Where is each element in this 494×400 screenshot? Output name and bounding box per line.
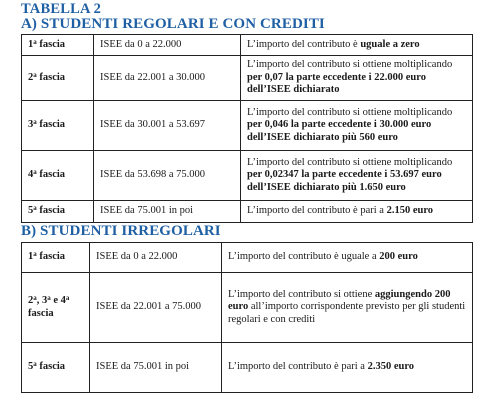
contribution-cell: L’importo del contributo è uguale a zero (241, 35, 473, 56)
table-irregular-students (21, 242, 473, 393)
fascia-cell: 1$^a$ fascia (22, 243, 90, 273)
isee-cell: ISEE da 75.001 in poi (90, 343, 222, 393)
fascia-cell: 2$^a$, 3$^a$ e 4$^a$ fascia (22, 273, 90, 343)
table-title: TABELLA 2 (21, 1, 102, 17)
table-regular-students (21, 34, 473, 223)
fascia-cell: 2$^a$ fascia (22, 56, 94, 101)
isee-cell: ISEE da 30.001 a 53.697 (94, 101, 241, 151)
table-row (22, 56, 473, 101)
table-row (22, 35, 473, 56)
isee-cell: ISEE da 0 a 22.000 (90, 243, 222, 273)
contribution-cell: L’importo del contributo si ottiene moltiplicando per 0,02347 la parte eccedente i 53.697 euro dell’ISEE dichiarato più 1.650 euro (241, 151, 473, 201)
contribution-cell: L’importo del contributo si ottiene moltiplicando per 0,07 la parte eccedente i 22.000 euro dell’ISEE dichiarato (241, 56, 473, 101)
isee-cell: ISEE da 22.001 a 75.000 (90, 273, 222, 343)
section-a-heading: A) STUDENTI REGOLARI E CON CREDITI (21, 16, 325, 32)
section-b-heading: B) STUDENTI IRREGOLARI (21, 223, 221, 239)
contribution-cell: L’importo del contributo è uguale a 200 euro (222, 243, 473, 273)
table-row (22, 243, 473, 273)
contribution-cell: L’importo del contributo è pari a 2.350 euro (222, 343, 473, 393)
isee-cell: ISEE da 75.001 in poi (94, 201, 241, 223)
table-row (22, 343, 473, 393)
isee-cell: ISEE da 53.698 a 75.000 (94, 151, 241, 201)
table-row (22, 101, 473, 151)
contribution-cell: L’importo del contributo è pari a 2.150 euro (241, 201, 473, 223)
fascia-cell: 4$^a$ fascia (22, 151, 94, 201)
fascia-cell: 5$^a$ fascia (22, 343, 90, 393)
table-row (22, 201, 473, 223)
table-row (22, 273, 473, 343)
fascia-cell: 5$^a$ fascia (22, 201, 94, 223)
isee-cell: ISEE da 22.001 a 30.000 (94, 56, 241, 101)
contribution-cell: L’importo del contributo si ottiene moltiplicando per 0,046 la parte eccedente i 30.000 euro dell’ISEE dichiarato più 560 euro (241, 101, 473, 151)
table-row (22, 151, 473, 201)
isee-cell: ISEE da 0 a 22.000 (94, 35, 241, 56)
fascia-cell: 3$^a$ fascia (22, 101, 94, 151)
fascia-cell: 1$^a$ fascia (22, 35, 94, 56)
contribution-cell: L’importo del contributo si ottiene aggiungendo 200 euro all’importo corrispondente previsto per gli studenti regolari e con crediti (222, 273, 473, 343)
